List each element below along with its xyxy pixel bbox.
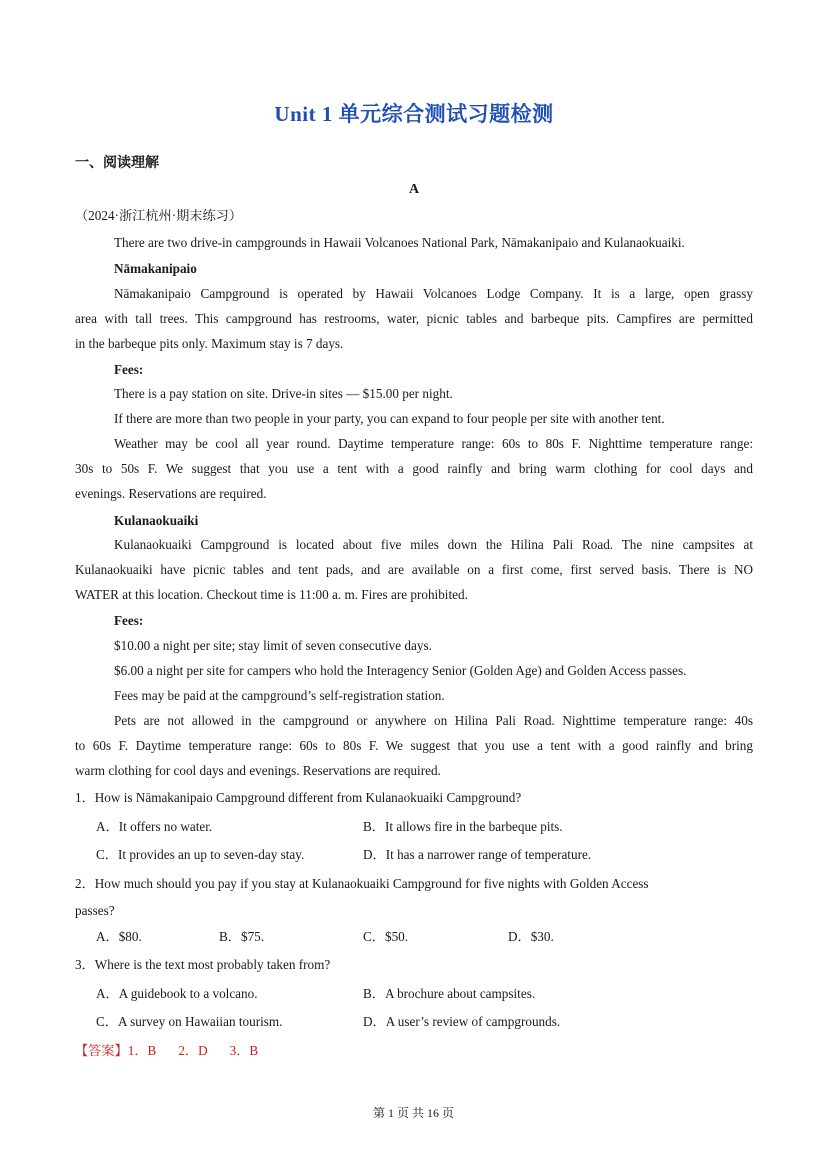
answer-item: 1．B (127, 1043, 157, 1058)
camp2-fee-line: Fees may be paid at the campground’s self-registration station. (114, 688, 445, 703)
question-3-option-b[interactable]: B．A brochure about campsites. (363, 986, 536, 1001)
camp1-weather-line: 30s to 50s F. We suggest that you use a tent with a good rainfly and bring warm clothing for cool days and (75, 461, 753, 476)
question-3-option-d[interactable]: D．A user’s review of campgrounds. (363, 1014, 561, 1029)
question-2-option-b[interactable]: B．$75. (219, 929, 265, 944)
camp1-fees-label: Fees: (114, 362, 144, 377)
passage-intro: There are two drive-in campgrounds in Hawaii Volcanoes National Park, Nāmakanipaio and Kulanaokuaiki. (114, 235, 685, 250)
question-1-option-a[interactable]: A．It offers no water. (96, 819, 213, 834)
camp1-weather-line: Weather may be cool all year round. Daytime temperature range: 60s to 80s F. Nighttime temperature range: (114, 436, 753, 451)
camp2-paragraph-line: Kulanaokuaiki Campground is located about five miles down the Hilina Pali Road. The nine campsites at (114, 537, 753, 552)
camp2-fees-label: Fees: (114, 613, 144, 628)
answer-items (128, 1043, 280, 1058)
camp1-weather-line: evenings. Reservations are required. (75, 486, 267, 501)
answer-key (75, 1038, 280, 1063)
camp1-fee-line: If there are more than two people in your party, you can expand to four people per site with another tent. (114, 411, 665, 426)
camp1-paragraph-line: area with tall trees. This campground has restrooms, water, picnic tables and barbeque pits. Campfires are permitted (75, 311, 753, 326)
question-2-stem: passes? (75, 903, 115, 918)
source-note: （2024·浙江杭州·期末练习） (75, 208, 243, 223)
camp2-weather-line: to 60s F. Daytime temperature range: 60s to 80s F. We suggest that you use a tent with a good rainfly and bring (75, 738, 753, 753)
question-1-option-b[interactable]: B．It allows fire in the barbeque pits. (363, 819, 563, 834)
camp2-paragraph-line: Kulanaokuaiki have picnic tables and tent pads, and are available on a first come, first served basis. There is NO (75, 562, 753, 577)
question-2-option-c[interactable]: C．$50. (363, 929, 409, 944)
question-1-option-d[interactable]: D．It has a narrower range of temperature. (363, 847, 592, 862)
answer-item: 3．B (229, 1043, 259, 1058)
question-2-option-d[interactable]: D．$30. (508, 929, 554, 944)
camp2-fee-line: $6.00 a night per site for campers who hold the Interagency Senior (Golden Age) and Golden Access passes. (114, 663, 687, 678)
question-3-option-a[interactable]: A．A guidebook to a volcano. (96, 986, 258, 1001)
question-3-stem: 3．Where is the text most probably taken from? (75, 957, 331, 972)
answer-label: 【答案】 (75, 1043, 128, 1058)
camp2-heading: Kulanaokuaiki (114, 513, 199, 528)
camp2-weather-line: warm clothing for cool days and evenings. Reservations are required. (75, 763, 441, 778)
question-1-stem: 1．How is Nāmakanipaio Campground different from Kulanaokuaiki Campground? (75, 790, 522, 805)
section-heading: 一、阅读理解 (75, 156, 159, 171)
camp1-paragraph-line: Nāmakanipaio Campground is operated by Hawaii Volcanoes Lodge Company. It is a large, open grassy (114, 286, 753, 301)
answer-item: 2．D (178, 1043, 208, 1058)
camp2-fee-line: $10.00 a night per site; stay limit of seven consecutive days. (114, 638, 432, 653)
camp2-weather-line: Pets are not allowed in the campground or anywhere on Hilina Pali Road. Nighttime temperature range: 40s (114, 713, 753, 728)
part-label: A (408, 182, 420, 197)
question-3-option-c[interactable]: C．A survey on Hawaiian tourism. (96, 1014, 283, 1029)
page-title: Unit 1 单元综合测试习题检测 (274, 102, 554, 126)
question-2-option-a[interactable]: A．$80. (96, 929, 142, 944)
camp2-paragraph-line: WATER at this location. Checkout time is 11:00 a. m. Fires are prohibited. (75, 587, 468, 602)
question-1-option-c[interactable]: C．It provides an up to seven-day stay. (96, 847, 305, 862)
camp1-fee-line: There is a pay station on site. Drive-in sites — $15.00 per night. (114, 386, 453, 401)
page-footer: 第 1 页 共 16 页 (372, 1106, 454, 1120)
camp1-heading: Nāmakanipaio (114, 261, 197, 276)
question-2-stem: 2．How much should you pay if you stay at Kulanaokuaiki Campground for five nights with Golden Access (75, 876, 649, 891)
camp1-paragraph-line: in the barbeque pits only. Maximum stay is 7 days. (75, 336, 344, 351)
